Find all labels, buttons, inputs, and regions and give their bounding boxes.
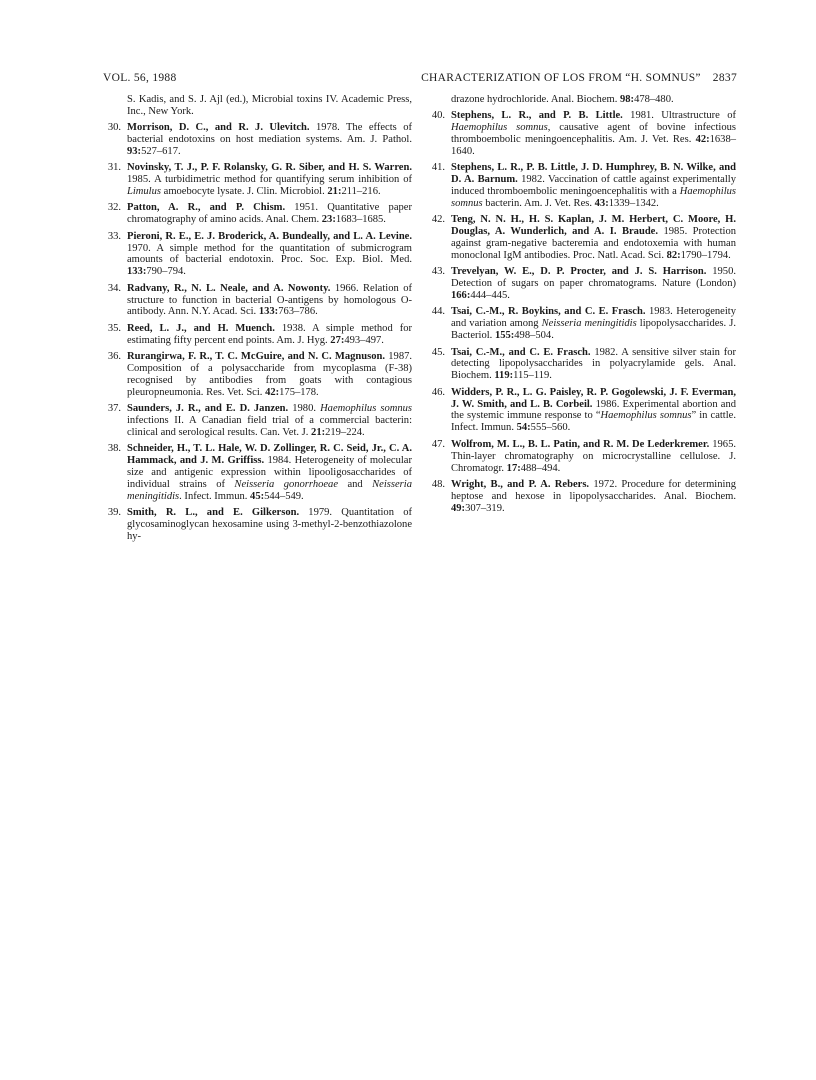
reference-number: 31. bbox=[107, 162, 121, 174]
reference-authors: Radvany, R., N. L. Neale, and A. Nowonty. bbox=[127, 282, 331, 294]
reference-text: 1981. Ultrastructure of bbox=[622, 110, 736, 122]
reference-entry bbox=[427, 306, 736, 342]
reference-entry bbox=[427, 347, 736, 383]
reference-volume: 42: bbox=[265, 386, 280, 398]
reference-authors: Schneider, H., T. L. Hale, W. D. Zollinger, R. C. Seid, Jr., C. A. Hammack, and J. M. Griffiss. bbox=[127, 443, 412, 466]
reference-text: , causative agent of bovine infectious thromboembolic meningoencephalitis. Am. J. Vet. Res. bbox=[451, 122, 736, 146]
reference-pages: 1339–1342. bbox=[608, 198, 659, 210]
reference-number: 46. bbox=[431, 386, 445, 398]
reference-text: 1972. Procedure for determining heptose and hexose in lipopolysaccharides. Anal. Biochem. bbox=[451, 478, 736, 502]
reference-number: 41. bbox=[431, 162, 445, 174]
reference-number: 45. bbox=[431, 346, 445, 358]
reference-number: 47. bbox=[431, 438, 445, 450]
reference-text: drazone hydrochloride. Anal. Biochem. bbox=[451, 94, 620, 105]
reference-pages: 544–549. bbox=[264, 490, 304, 502]
reference-entry bbox=[427, 387, 736, 435]
reference-entry bbox=[103, 162, 412, 198]
reference-entry bbox=[427, 479, 736, 515]
reference-authors: Pieroni, R. E., E. J. Broderick, A. Bundeally, and L. A. Levine. bbox=[127, 230, 412, 242]
reference-number: 30. bbox=[107, 122, 121, 134]
reference-authors: Saunders, J. R., and E. D. Janzen. bbox=[127, 402, 289, 414]
reference-volume: 82: bbox=[666, 250, 681, 262]
reference-pages: 493–497. bbox=[344, 334, 384, 346]
reference-pages: 1638–1640. bbox=[451, 134, 736, 158]
reference-volume: 17: bbox=[506, 462, 521, 474]
reference-authors: Rurangirwa, F. R., T. C. McGuire, and N. C. Magnuson. bbox=[127, 350, 386, 362]
reference-pages: 555–560. bbox=[530, 422, 571, 434]
reference-volume: 119: bbox=[494, 370, 514, 382]
reference-pages: 307–319. bbox=[465, 502, 505, 514]
reference-volume: 155: bbox=[494, 330, 515, 342]
reference-entry bbox=[427, 214, 736, 262]
reference-volume: 21: bbox=[311, 426, 326, 438]
reference-volume: 42: bbox=[695, 134, 710, 146]
page-number: 2837 bbox=[712, 72, 737, 84]
reference-pages: 763–786. bbox=[278, 306, 318, 318]
reference-volume: 21: bbox=[327, 186, 342, 198]
reference-pages: 211–216. bbox=[341, 186, 381, 198]
reference-text: 1982. A sensitive silver stain for detecting lipopolysaccharides in polyacrylamide gels. Anal. Biochem. bbox=[451, 346, 736, 382]
reference-text: 1950. Detection of sugars on paper chromatograms. Nature (London) bbox=[451, 266, 736, 290]
reference-volume: 54: bbox=[516, 422, 531, 434]
reference-pages: 498–504. bbox=[514, 330, 554, 342]
reference-italic-term: Haemophilus somnus bbox=[600, 410, 692, 422]
reference-number: 33. bbox=[107, 230, 121, 242]
reference-text: 1979. Quantitation of glycosaminoglycan hexosamine using 3-methyl-2-benzothiazolone hy- bbox=[127, 507, 412, 542]
reference-volume: 98: bbox=[620, 94, 635, 105]
reference-authors: Trevelyan, W. E., D. P. Procter, and J. S. Harrison. bbox=[451, 266, 707, 278]
reference-text: 1980. bbox=[288, 402, 321, 414]
reference-authors: Reed, L. J., and H. Muench. bbox=[127, 322, 275, 334]
reference-pages: 478–480. bbox=[634, 94, 674, 105]
reference-volume: 45: bbox=[250, 490, 265, 502]
reference-text: infections II. A Canadian field trial of a commercial bacterin: clinical and serological results. Can. Vet. J. bbox=[127, 414, 412, 438]
reference-number: 40. bbox=[431, 110, 445, 122]
reference-text: bacterin. Am. J. Vet. Res. bbox=[482, 198, 595, 210]
reference-number: 42. bbox=[431, 214, 445, 226]
reference-volume: 93: bbox=[127, 146, 142, 158]
reference-text: 1984. Heterogeneity of molecular size and antigenic expression within lipooligosaccharides of individual strains of bbox=[127, 454, 412, 490]
reference-number: 36. bbox=[107, 350, 121, 362]
reference-authors: Wright, B., and P. A. Rebers. bbox=[451, 478, 590, 490]
reference-number: 43. bbox=[431, 266, 445, 278]
reference-number: 34. bbox=[107, 282, 121, 294]
reference-entry bbox=[427, 162, 736, 210]
reference-text: ” in cattle. Infect. Immun. bbox=[451, 410, 736, 434]
reference-entry bbox=[103, 202, 412, 226]
reference-entry bbox=[427, 94, 736, 106]
reference-authors: Smith, R. L., and E. Gilkerson. bbox=[127, 507, 300, 518]
reference-authors: Widders, P. R., L. G. Paisley, R. P. Gogolewski, J. F. Everman, J. W. Smith, and L. B. Corbeil. bbox=[451, 386, 736, 410]
reference-italic-term: Haemophilus somnus bbox=[451, 186, 736, 210]
reference-pages: 219–224. bbox=[325, 426, 365, 438]
reference-authors: Patton, A. R., and P. Chism. bbox=[127, 202, 286, 214]
reference-text: 1983. Heterogeneity and variation among bbox=[451, 306, 736, 330]
reference-volume: 133: bbox=[127, 266, 147, 278]
reference-volume: 43: bbox=[594, 198, 609, 210]
reference-italic-term: Haemophilus somnus bbox=[451, 122, 548, 134]
reference-italic-term: Neisseria gonorrhoeae bbox=[234, 478, 339, 490]
reference-entry bbox=[103, 122, 412, 158]
reference-text: . Infect. Immun. bbox=[179, 490, 251, 502]
reference-authors: Morrison, D. C., and R. J. Ulevitch. bbox=[127, 122, 310, 134]
reference-text: 1987. Composition of a polysaccharide from mycoplasma (F-38) recognised by antibodies from goats with contagious pleuropneumonia. Res. Vet. Sci. bbox=[127, 350, 412, 398]
reference-number: 48. bbox=[431, 478, 445, 490]
reference-text: amoebocyte lysate. J. Clin. Microbiol. bbox=[161, 186, 328, 198]
reference-authors: Tsai, C.-M., R. Boykins, and C. E. Frasch. bbox=[451, 306, 646, 318]
reference-authors: Novinsky, T. J., P. F. Rolansky, G. R. Siber, and H. S. Warren. bbox=[127, 162, 412, 174]
reference-italic-term: Neisseria meningitidis bbox=[541, 318, 637, 330]
reference-pages: 790–794. bbox=[146, 266, 186, 278]
reference-text: 1966. Relation of structure to function in bacterial O-antigens by homologous O-antibody. Ann. N.Y. Acad. Sci. bbox=[127, 282, 412, 318]
reference-italic-term: Limulus bbox=[127, 186, 161, 198]
running-header bbox=[103, 72, 737, 88]
reference-text: 1970. A simple method for the quantitation of submicrogram amounts of bacterial endotoxin. Proc. Soc. Exp. Biol. Med. bbox=[127, 242, 412, 266]
reference-pages: 527–617. bbox=[141, 146, 181, 158]
reference-number: 32. bbox=[107, 202, 121, 214]
reference-number: 38. bbox=[107, 443, 121, 455]
reference-text: 1965. Thin-layer chromatography on microcrystalline cellulose. J. Chromatogr. bbox=[451, 438, 736, 474]
reference-entry bbox=[103, 403, 412, 439]
reference-text: S. Kadis, and S. J. Ajl (ed.), Microbial toxins IV. Academic Press, Inc., New York. bbox=[127, 94, 412, 117]
reference-entry bbox=[103, 443, 412, 503]
reference-italic-term: Neisseria meningitidis bbox=[127, 478, 412, 502]
reference-volume: 166: bbox=[451, 290, 471, 302]
reference-text: 1986. Experimental abortion and the systemic immune response to “ bbox=[451, 398, 736, 422]
reference-text: 1982. Vaccination of cattle against experimentally induced thromboembolic meningoencephalitis with a bbox=[451, 174, 736, 198]
reference-entry bbox=[103, 231, 412, 279]
reference-pages: 175–178. bbox=[279, 386, 319, 398]
reference-authors: Stephens, L. R., P. B. Little, J. D. Humphrey, B. N. Wilke, and D. A. Barnum. bbox=[451, 162, 736, 186]
reference-entry bbox=[103, 94, 412, 118]
reference-pages: 488–494. bbox=[520, 462, 561, 474]
running-title: CHARACTERIZATION OF LOS FROM “H. SOMNUS” bbox=[421, 72, 701, 84]
references-right-column bbox=[427, 94, 736, 519]
reference-entry bbox=[103, 507, 412, 543]
reference-pages: 1683–1685. bbox=[335, 214, 386, 226]
reference-volume: 27: bbox=[330, 334, 345, 346]
reference-entry bbox=[103, 283, 412, 319]
references-left-column bbox=[103, 94, 412, 547]
reference-authors: Wolfrom, M. L., B. L. Patin, and R. M. De Lederkremer. bbox=[451, 438, 710, 450]
reference-pages: 115–119. bbox=[513, 370, 552, 382]
reference-number: 39. bbox=[107, 507, 121, 518]
reference-italic-term: Haemophilus somnus bbox=[320, 402, 413, 414]
reference-entry bbox=[103, 323, 412, 347]
reference-text: 1985. Protection against gram-negative bacteremia and endotoxemia with human monoclonal IgM antibodies. Proc. Natl. Acad. Sci. bbox=[451, 226, 737, 262]
reference-text: 1938. A simple method for estimating fifty percent end points. Am. J. Hyg. bbox=[127, 322, 412, 346]
reference-number: 37. bbox=[107, 402, 121, 414]
reference-entry bbox=[103, 351, 412, 399]
reference-authors: Teng, N. N. H., H. S. Kaplan, J. M. Herbert, C. Moore, H. Douglas, A. Wunderlich, and A. I. Braude. bbox=[451, 214, 736, 238]
running-title-group bbox=[421, 72, 737, 84]
reference-authors: Tsai, C.-M., and C. E. Frasch. bbox=[451, 346, 591, 358]
reference-volume: 23: bbox=[321, 214, 336, 226]
reference-number: 35. bbox=[107, 322, 121, 334]
reference-pages: 1790–1794. bbox=[680, 250, 731, 262]
reference-text: 1951. Quantitative paper chromatography of amino acids. Anal. Chem. bbox=[127, 202, 412, 226]
reference-text: 1978. The effects of bacterial endotoxins on host mediation systems. Am. J. Pathol. bbox=[127, 122, 412, 146]
reference-entry bbox=[427, 266, 736, 302]
reference-entry bbox=[427, 110, 736, 158]
reference-pages: 444–445. bbox=[470, 290, 510, 302]
volume-year: VOL. 56, 1988 bbox=[103, 72, 177, 84]
reference-volume: 49: bbox=[451, 502, 466, 514]
reference-text: and bbox=[338, 478, 373, 490]
reference-entry bbox=[427, 439, 736, 475]
reference-number: 44. bbox=[431, 306, 445, 318]
reference-text: lipopolysaccharides. J. Bacteriol. bbox=[451, 318, 736, 342]
reference-text: 1985. A turbidimetric method for quantifying serum inhibition of bbox=[127, 174, 412, 186]
reference-authors: Stephens, L. R., and P. B. Little. bbox=[451, 110, 623, 122]
reference-volume: 133: bbox=[258, 306, 279, 318]
